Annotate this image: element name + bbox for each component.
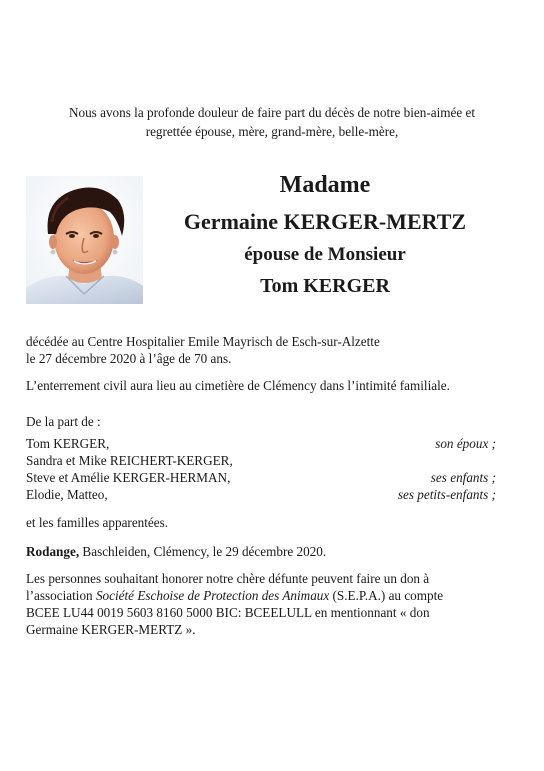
family-row [26, 435, 496, 452]
death-date-text: le 27 décembre 2020 à l’âge de 70 ans. [26, 351, 232, 366]
family-row [26, 469, 496, 486]
donation-line-2-prefix: l’association [26, 588, 96, 603]
intro-line-1: Nous avons la profonde douleur de faire part du décès de notre bien-aimée et [68, 105, 476, 120]
place-date-text [26, 543, 506, 560]
donation-line-2 [26, 587, 506, 604]
family-names: Elodie, Matteo, [26, 487, 108, 502]
donation-line-1: Les personnes souhaitant honorer notre chère défunte peuvent faire un don à [26, 571, 430, 586]
family-names: Tom KERGER, [26, 436, 110, 451]
family-relation: son époux ; [435, 436, 496, 451]
donation-organization: Société Eschoise de Protection des Animaux [95, 588, 330, 603]
family-names: Steve et Amélie KERGER-HERMAN, [26, 470, 231, 485]
donation-text [26, 570, 506, 638]
family-relation: ses petits-enfants ; [397, 487, 496, 502]
deceased-title: Madame [279, 172, 371, 198]
family-list [26, 435, 496, 503]
donation-line-4: Germaine KERGER-MERTZ ». [26, 622, 196, 637]
portrait-photo [26, 176, 143, 304]
death-place-text: décédée au Centre Hospitalier Emile Mayrisch de Esch-sur-Alzette [26, 334, 380, 349]
family-row [26, 452, 496, 469]
donation-line-2-suffix: (S.E.P.A.) au compte [329, 588, 444, 603]
family-names: Sandra et Mike REICHERT-KERGER, [26, 453, 233, 468]
funeral-text: L’enterrement civil aura lieu au cimetière de Clémency dans l’intimité familiale. [26, 378, 450, 393]
families-text: et les familles apparentées. [26, 515, 169, 530]
spouse-label: épouse de Monsieur [244, 244, 406, 265]
from-label: De la part de : [26, 414, 101, 429]
place-name: Rodange, [26, 544, 80, 559]
portrait-illustration [26, 176, 143, 304]
spouse-name: Tom KERGER [260, 275, 390, 297]
intro-line-2: regrettée épouse, mère, grand-mère, belle-mère, [145, 124, 399, 139]
place-date-rest: Baschleiden, Clémency, le 29 décembre 2020. [79, 544, 327, 559]
deceased-full-name: Germaine KERGER-MERTZ [183, 209, 467, 234]
intro-text [20, 103, 524, 141]
family-relation: ses enfants ; [430, 470, 496, 485]
donation-line-3: BCEE LU44 0019 5603 8160 5000 BIC: BCEELULL en mentionnant « don [26, 605, 430, 620]
family-row [26, 486, 496, 503]
